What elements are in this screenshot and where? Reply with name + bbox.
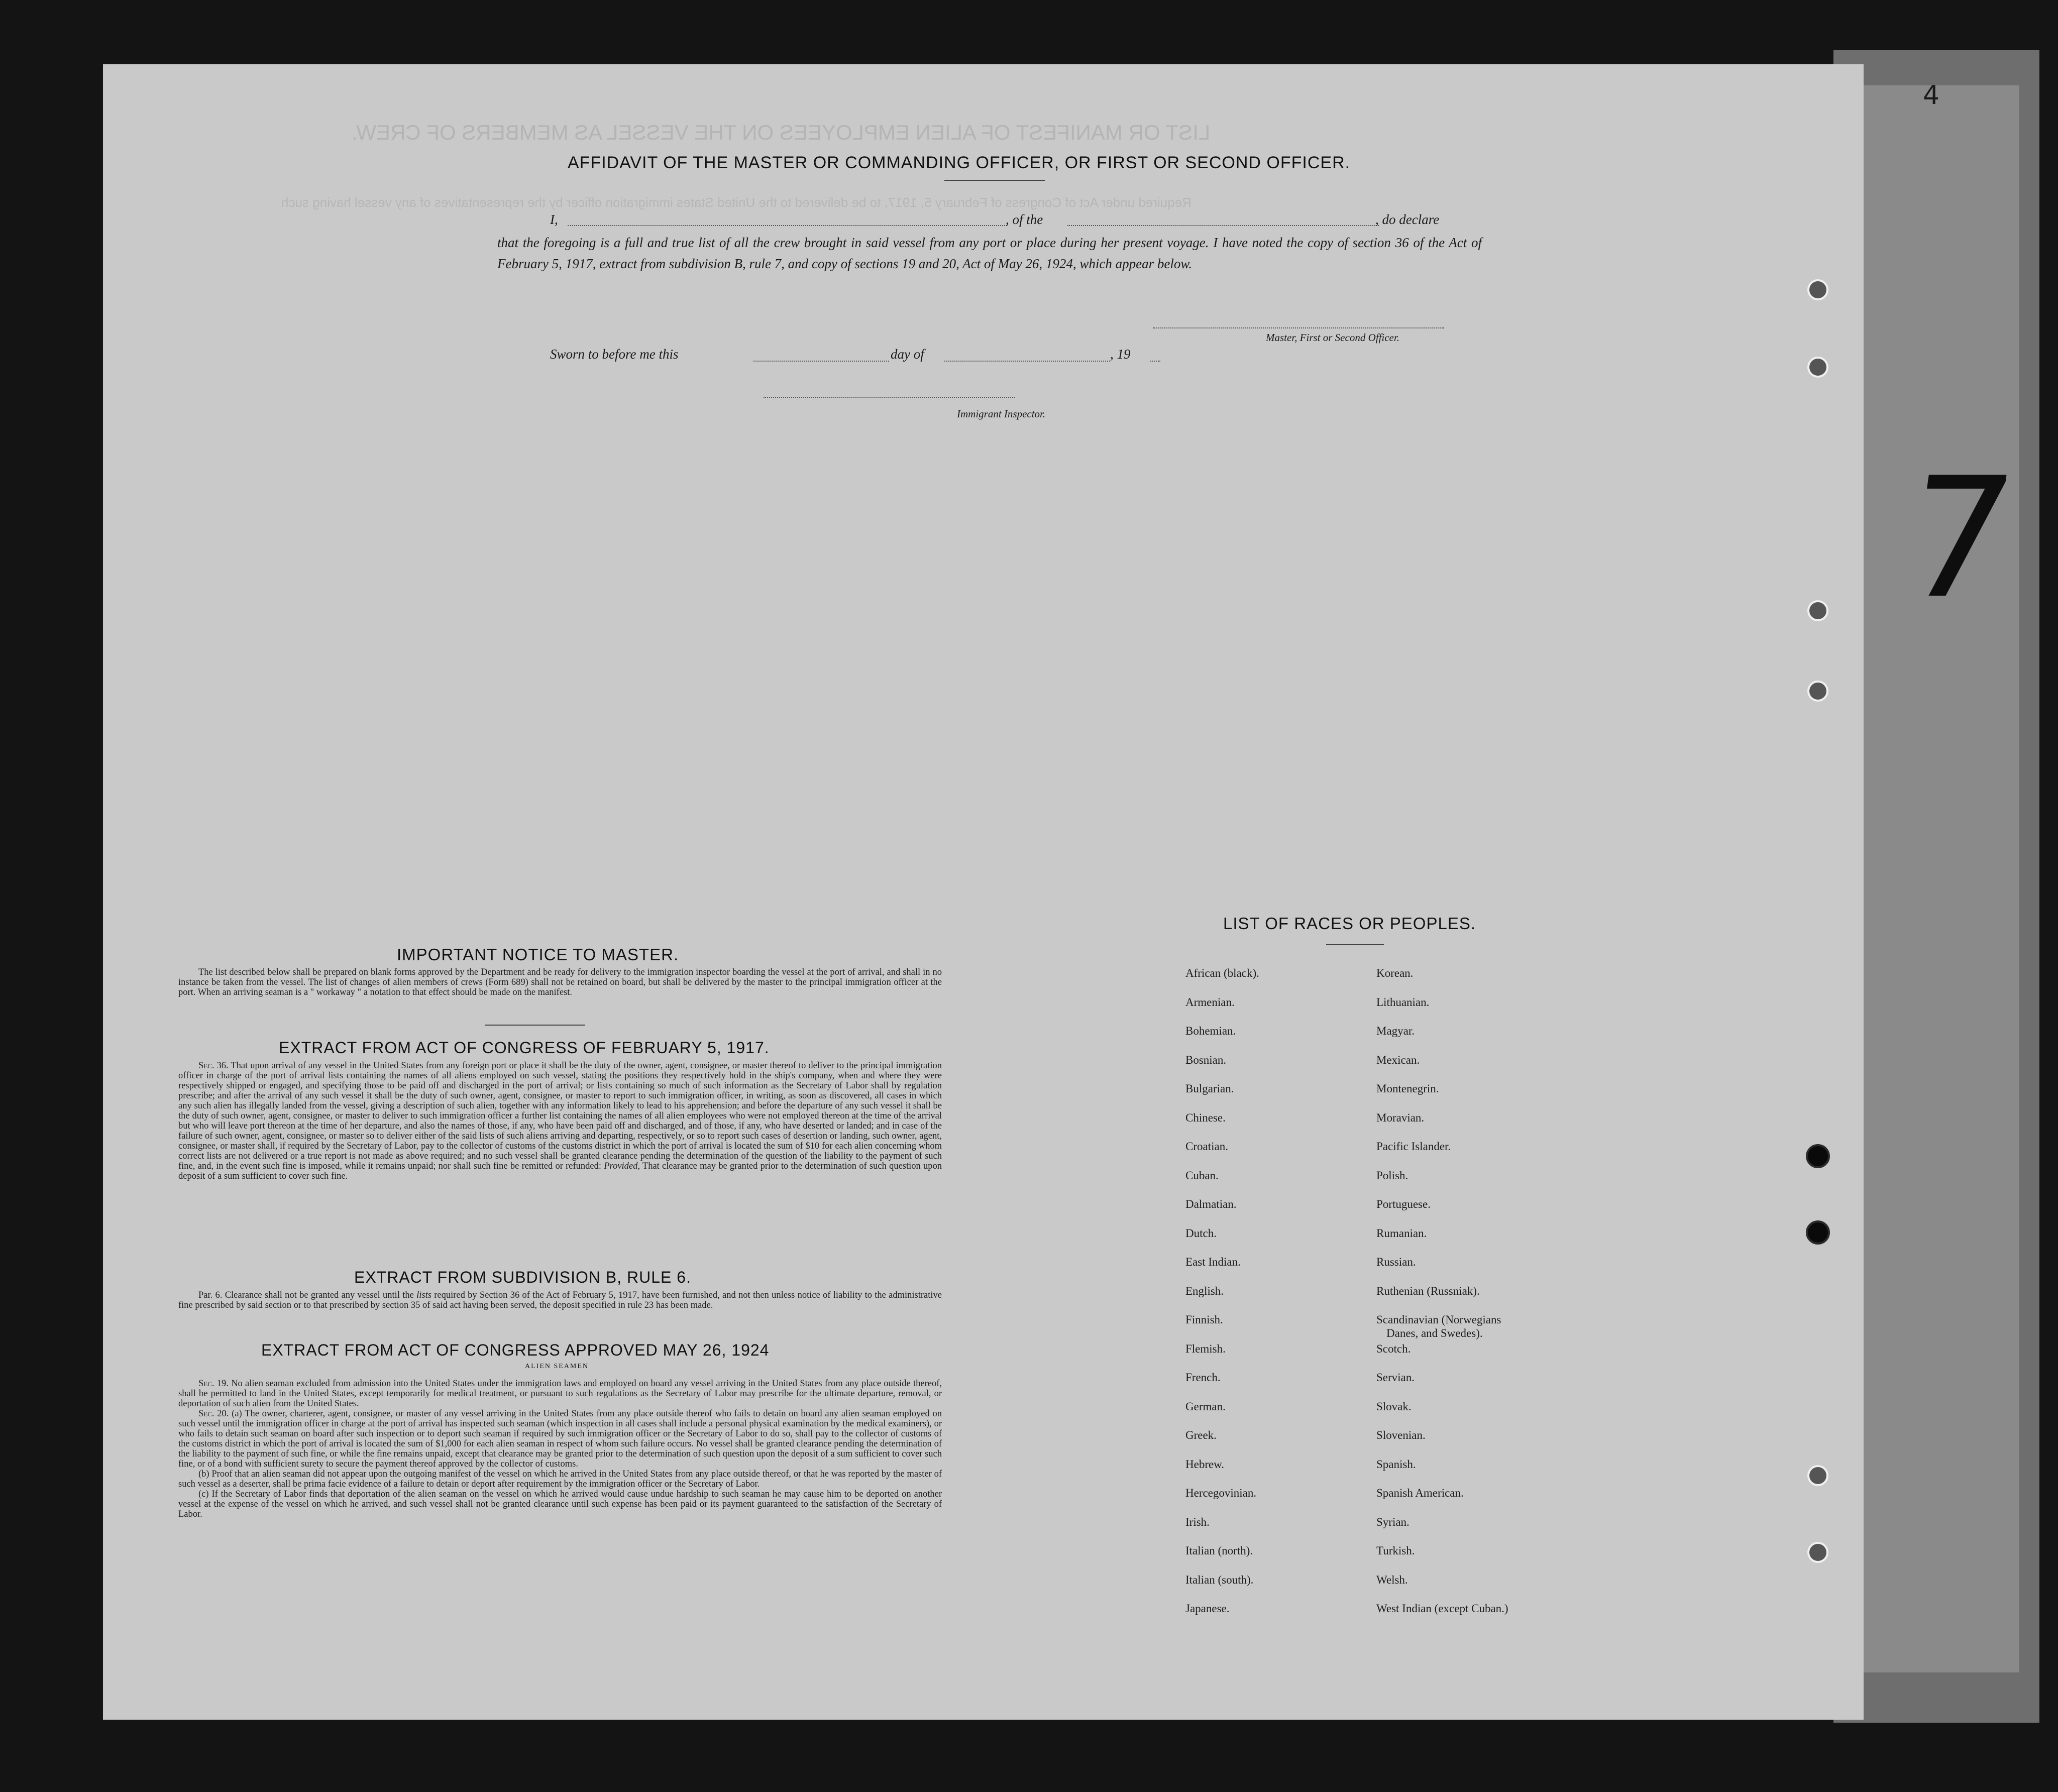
notice-text <box>178 967 942 997</box>
extract-rule6-title: EXTRACT FROM SUBDIVISION B, RULE 6. <box>354 1268 691 1286</box>
race-item: Polish. <box>1376 1169 1409 1182</box>
race-item: Mexican. <box>1376 1053 1420 1066</box>
race-item: Hebrew. <box>1185 1458 1225 1471</box>
race-item: Magyar. <box>1376 1025 1415 1037</box>
month-blank[interactable] <box>944 361 1110 362</box>
race-item: Turkish. <box>1376 1544 1415 1557</box>
sec20b-text: (b) Proof that an alien seaman did not appear upon the outgoing manifest of the vessel on which he arrived in the United States from any place outside thereof, or that he was reported by the master of such vessel as a deserter, shall be prima facie evidence of a failure to detain or deport after requirement by the immigration officer or the Secretary of Labor. <box>178 1469 942 1489</box>
race-item: Bohemian. <box>1185 1025 1236 1037</box>
notice-title: IMPORTANT NOTICE TO MASTER. <box>397 945 679 964</box>
handwritten-page-number: 7 <box>1893 442 2025 635</box>
race-item: Korean. <box>1376 967 1414 979</box>
extract-rule6-text <box>178 1290 942 1310</box>
race-item: Dalmatian. <box>1185 1198 1237 1210</box>
proviso-text: That clearance may be granted prior to the determination of such question upon deposit of a sum sufficient to cover such fine. <box>178 1161 942 1181</box>
sec20c-text: (c) If the Secretary of Labor finds that deportation of the alien seaman on the vessel on which he arrived would cause undue hardship to such seaman he may cause him to be deported on another vessel at the expense of the vessel on which he arrived, and such vessel shall not be granted clearance until such expense has been paid or its payment guaranteed to the satisfaction of the Secretary of Labor. <box>178 1489 942 1519</box>
race-item: Slovenian. <box>1376 1429 1426 1441</box>
punch-hole <box>1807 600 1828 621</box>
race-item: Montenegrin. <box>1376 1082 1439 1095</box>
race-item: French. <box>1185 1371 1221 1384</box>
sworn-text: Sworn to before me this <box>550 347 679 362</box>
race-item: Rumanian. <box>1376 1226 1427 1240</box>
race-item: Russian. <box>1376 1256 1416 1268</box>
punch-hole <box>1807 681 1828 702</box>
punch-hole <box>1807 357 1828 378</box>
inspector-caption: Immigrant Inspector. <box>957 408 1046 420</box>
affidavit-of-the: , of the <box>1006 212 1043 227</box>
affidavit-body: that the foregoing is a full and true list of all the crew brought in said vessel from any port or place during her present voyage. I have noted the copy of section 36 of the Act of February 5, 1917, extract from subdivision B, rule 7, and copy of sections 19 and 20, Act of May 26, 1924, which appear below. <box>497 235 1482 271</box>
race-item: Bulgarian. <box>1185 1082 1234 1095</box>
punch-hole <box>1806 1144 1830 1168</box>
extract-1917-text <box>178 1061 942 1181</box>
notice-rule <box>485 1025 585 1026</box>
race-item: Ruthenian (Russniak). <box>1376 1284 1480 1297</box>
race-item: Finnish. <box>1185 1313 1223 1326</box>
sec19-label: Sec. 19. <box>198 1379 229 1389</box>
race-item: Armenian. <box>1185 995 1235 1009</box>
race-item: Pacific Islander. <box>1376 1140 1451 1153</box>
extract-1917-title: EXTRACT FROM ACT OF CONGRESS OF FEBRUARY 5, 1917. <box>279 1039 770 1057</box>
race-item: Croatian. <box>1185 1140 1228 1153</box>
race-item: Spanish American. <box>1376 1487 1464 1499</box>
rule6-lists-word: lists <box>416 1290 431 1300</box>
corner-number: 4 <box>1923 80 1940 110</box>
race-item: West Indian (except Cuban.) <box>1376 1602 1508 1615</box>
race-item: Greek. <box>1185 1429 1217 1441</box>
race-item: Bosnian. <box>1185 1053 1227 1066</box>
sec20a-text: (a) The owner, charterer, agent, consignee, or master of any vessel arriving in the United States from any place outside thereof who fails to detain on board any alien seaman employed on such vessel until the immigration officer in charge at the port of arrival has inspected such seaman (which inspection in all cases shall include a personal physical examination by the medical examiners), or who fails to detain such seaman on board after such inspection or to deport such seaman if required by such immigration officer or the Secretary of Labor to do so, shall pay to the collector of customs of the customs district in which the port of arrival is located the sum of $1,000 for each alien seaman in respect of whom such failure occurs. No vessel shall be granted clearance pending the determination of the liability to the payment of such fine, or while the fine remains unpaid, except that clearance may be granted prior to the determination of such question upon the deposit of a sum sufficient to cover such fine, or of a bond with sufficient surety to secure the payment thereof approved by the collector of customs. <box>178 1409 942 1469</box>
day-of-text: day of <box>891 347 924 362</box>
race-item: Lithuanian. <box>1376 995 1430 1009</box>
rank-blank[interactable] <box>1067 225 1379 226</box>
day-blank[interactable] <box>753 361 889 362</box>
race-item: German. <box>1185 1400 1226 1413</box>
title-rule <box>944 180 1045 181</box>
back-sheet-edge <box>1854 85 2019 1672</box>
name-blank[interactable] <box>568 225 1007 226</box>
sec19-text: No alien seaman excluded from admission into the United States under the immigration laws and employed on board any vessel arriving in the United States from any place outside thereof, shall be permitted to land in the United States, except temporarily for medical treatment, or pursuant to such regulations as the Secretary of Labor may prescribe for the ultimate departure, removal, or deportation of such alien from the United States. <box>178 1379 942 1409</box>
extract-1924-title: EXTRACT FROM ACT OF CONGRESS APPROVED MAY 26, 1924 <box>261 1341 770 1359</box>
alien-seamen-subtitle: ALIEN SEAMEN <box>525 1363 589 1370</box>
rule6-text-after: required by Section 36 of the Act of February 5, 1917, have been furnished, and not then unless notice of liability to the administrative fine prescribed by said section or to that prescribed by section 35 of said act having been served, the deposit specified in rule 23 has been made. <box>178 1290 942 1310</box>
section-label: Sec. 36. <box>198 1061 229 1071</box>
notice-paragraph: The list described below shall be prepared on blank forms approved by the Department and be ready for delivery to the immigration inspector boarding the vessel at the port of arrival, and shall in no instance be taken from the vessel. The list of changes of alien members of crews (Form 689) shall not be retained on board, but shall be delivered by the master to the principal immigration officer at the port. When an arriving seaman is a " workaway " a notation to that effect should be made on the manifest. <box>178 967 942 997</box>
race-item: Japanese. <box>1185 1602 1230 1615</box>
races-title: LIST OF RACES OR PEOPLES. <box>1223 914 1476 933</box>
race-item: Scotch. <box>1376 1342 1411 1355</box>
race-item: Syrian. <box>1376 1515 1410 1528</box>
race-item: Italian (south). <box>1185 1573 1254 1586</box>
signature-blank[interactable] <box>1153 327 1444 328</box>
year-prefix: , 19 <box>1110 347 1131 362</box>
punch-hole <box>1807 279 1828 300</box>
race-item: Welsh. <box>1376 1573 1408 1586</box>
race-item: Italian (north). <box>1185 1544 1253 1557</box>
race-item: English. <box>1185 1284 1224 1297</box>
race-item: Scandinavian (Norwegians <box>1376 1313 1501 1326</box>
punch-hole <box>1807 1542 1828 1563</box>
punch-hole <box>1806 1220 1830 1245</box>
race-item: Spanish. <box>1376 1458 1416 1471</box>
race-item: Portuguese. <box>1376 1198 1431 1210</box>
race-item: Flemish. <box>1185 1342 1226 1355</box>
race-item: East Indian. <box>1185 1256 1241 1268</box>
race-item: Danes, and Swedes). <box>1386 1327 1483 1339</box>
race-item: African (black). <box>1185 967 1259 979</box>
race-item: Hercegovinian. <box>1185 1487 1257 1499</box>
race-item: Dutch. <box>1185 1226 1217 1240</box>
signature-caption: Master, First or Second Officer. <box>1266 331 1399 344</box>
race-item: Chinese. <box>1185 1111 1226 1124</box>
affidavit-title: AFFIDAVIT OF THE MASTER OR COMMANDING OFFICER, OR FIRST OR SECOND OFFICER. <box>568 153 1351 172</box>
inspector-blank[interactable] <box>764 397 1015 398</box>
race-item: Servian. <box>1376 1371 1415 1384</box>
affidavit-declare: , do declare <box>1375 212 1440 227</box>
race-item: Cuban. <box>1185 1169 1219 1182</box>
race-item: Irish. <box>1185 1515 1210 1528</box>
rule6-text-before: Par. 6. Clearance shall not be granted any vessel until the <box>198 1290 414 1300</box>
bleed-through-text: Required under Act of Congress of February 5, 1917, to be delivered to the United States immigration officer by the representatives of any vessel having such <box>281 195 1192 210</box>
race-item: Moravian. <box>1376 1111 1425 1124</box>
bleed-through-text: LIST OR MANIFEST OF ALIEN EMPLOYEES ON THE VESSEL AS MEMBERS OF CREW. <box>352 121 1211 144</box>
proviso-label: Provided, <box>604 1161 640 1171</box>
extract-1924-text <box>178 1379 942 1519</box>
race-item: Slovak. <box>1376 1400 1412 1413</box>
affidavit-i: I, <box>550 212 558 227</box>
races-rule <box>1326 944 1384 945</box>
sec20-label: Sec. 20. <box>198 1409 229 1419</box>
year-blank[interactable] <box>1150 361 1160 362</box>
punch-hole <box>1807 1465 1828 1486</box>
section-36-text: That upon arrival of any vessel in the United States from any foreign port or place it shall be the duty of the owner, agent, consignee, or master thereof to deliver to the principal immigration officer in charge of the port of arrival lists containing the names of all aliens employed on such vessel, stating the positions they respectively hold in the ship's company, when and where they were respectively shipped or engaged, and specifying those to be paid off and discharged in the port of arrival; or lists containing so much of such information as the Secretary of Labor shall by regulation prescribe; and after the arrival of any such vessel it shall be the duty of such owner, agent, consignee, or master to report to such immigration officer, in writing, as soon as discovered, all cases in which any such alien has illegally landed from the vessel, giving a description of such alien, together with any information likely to lead to his apprehension; and before the departure of any such vessel it shall be the duty of such owner, agent, consignee, or master to deliver to such immigration officer a further list containing the names of all alien employees who were not employed thereon at the time of the arrival but who will leave port thereon at the time of her departure, and also the names of those, if any, who have been paid off and discharged, and of those, if any, who have deserted or landed; and in case of the failure of such owner, agent, consignee, or master so to deliver either of the said lists of such aliens arriving and departing, respectively, or so to report such cases of desertion or landing, such owner, agent, consignee, or master shall, if required by the Secretary of Labor, pay to the collector of customs of the customs district in which the port of arrival is located the sum of $10 for each alien concerning whom correct lists are not delivered or a true report is not made as above required; and no such vessel shall be granted clearance pending the determination of the question of the liability to the payment of such fine, and, in the event such fine is imposed, while it remains unpaid; nor shall such fine be remitted or refunded: <box>178 1061 942 1171</box>
